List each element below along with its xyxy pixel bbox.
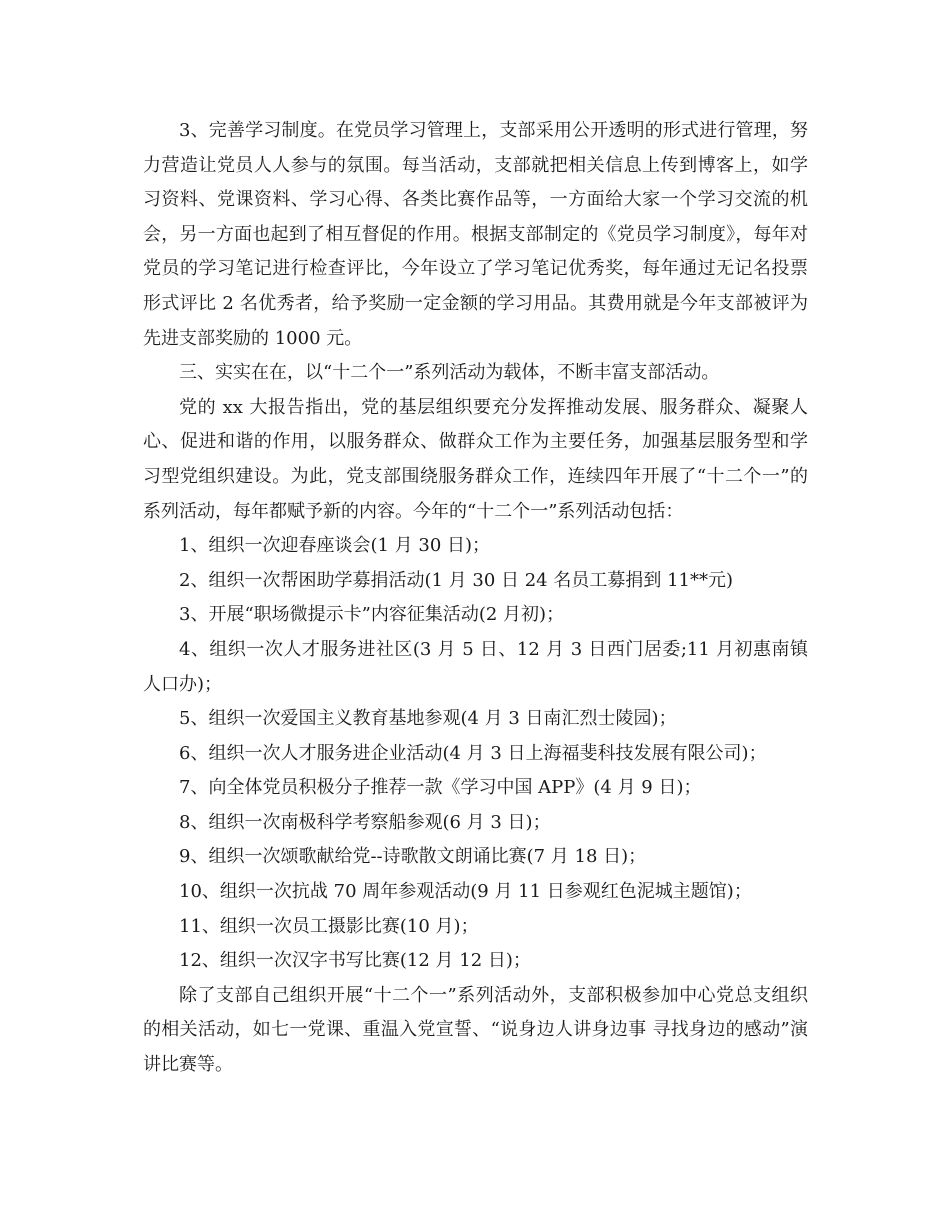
list-item: 4、组织一次人才服务进社区(3 月 5 日、12 月 3 日西门居委;11 月初惠南镇人口办)； — [143, 638, 808, 695]
list-item: 1、组织一次迎春座谈会(1 月 30 日)； — [179, 535, 491, 557]
paragraph-closing: 除了支部自己组织开展“十二个一”系列活动外，支部积极参加中心党总支组织的相关活动，如七一党课、重温入党宣誓、“说身边人讲身边事 寻找身边的感动”演讲比赛等。 — [143, 984, 808, 1076]
list-item: 5、组织一次爱国主义教育基地参观(4 月 3 日南汇烈士陵园)； — [179, 708, 677, 730]
paragraph-party-report: 党的 xx 大报告指出，党的基层组织要充分发挥推动发展、服务群众、凝聚人心、促进和谐的作用，以服务群众、做群众工作为主要任务，加强基层服务型和学习型党组织建设。为此，党支部围绕服务群众工作，连续四年开展了“十二个一”的系列活动，每年都赋予新的内容。今年的“十二个一”系列活动包括： — [143, 396, 808, 522]
list-item: 2、组织一次帮困助学募捐活动(1 月 30 日 24 名员工募捐到 11**元) — [179, 569, 733, 591]
document-page — [143, 114, 808, 1083]
section-heading-twelve-ones: 三、实实在在，以“十二个一”系列活动为载体，不断丰富支部活动。 — [179, 362, 720, 384]
list-item: 11、组织一次员工摄影比赛(10 月)； — [179, 915, 479, 937]
list-item: 9、组织一次颂歌献给党--诗歌散文朗诵比赛(7 月 18 日)； — [179, 846, 647, 868]
list-item: 3、开展“职场微提示卡”内容征集活动(2 月初)； — [179, 604, 565, 626]
list-item: 6、组织一次人才服务进企业活动(4 月 3 日上海福斐科技发展有限公司)； — [179, 742, 767, 764]
list-item: 8、组织一次南极科学考察船参观(6 月 3 日)； — [179, 811, 551, 833]
list-item: 12、组织一次汉字书写比赛(12 月 12 日)； — [179, 950, 531, 972]
list-item: 7、向全体党员积极分子推荐一款《学习中国 APP》(4 月 9 日)； — [179, 777, 702, 799]
list-item: 10、组织一次抗战 70 周年参观活动(9 月 11 日参观红色泥城主题馆)； — [179, 881, 752, 903]
paragraph-study-system: 3、完善学习制度。在党员学习管理上，支部采用公开透明的形式进行管理，努力营造让党员人人参与的氛围。每当活动，支部就把相关信息上传到博客上，如学习资料、党课资料、学习心得、各类比赛作品等，一方面给大家一个学习交流的机会，另一方面也起到了相互督促的作用。根据支部制定的《党员学习制度》，每年对党员的学习笔记进行检查评比，今年设立了学习笔记优秀奖，每年通过无记名投票形式评比 2 名优秀者，给予奖励一定金额的学习用品。其费用就是今年支部被评为先进支部奖励的 1000 元。 — [143, 120, 808, 349]
